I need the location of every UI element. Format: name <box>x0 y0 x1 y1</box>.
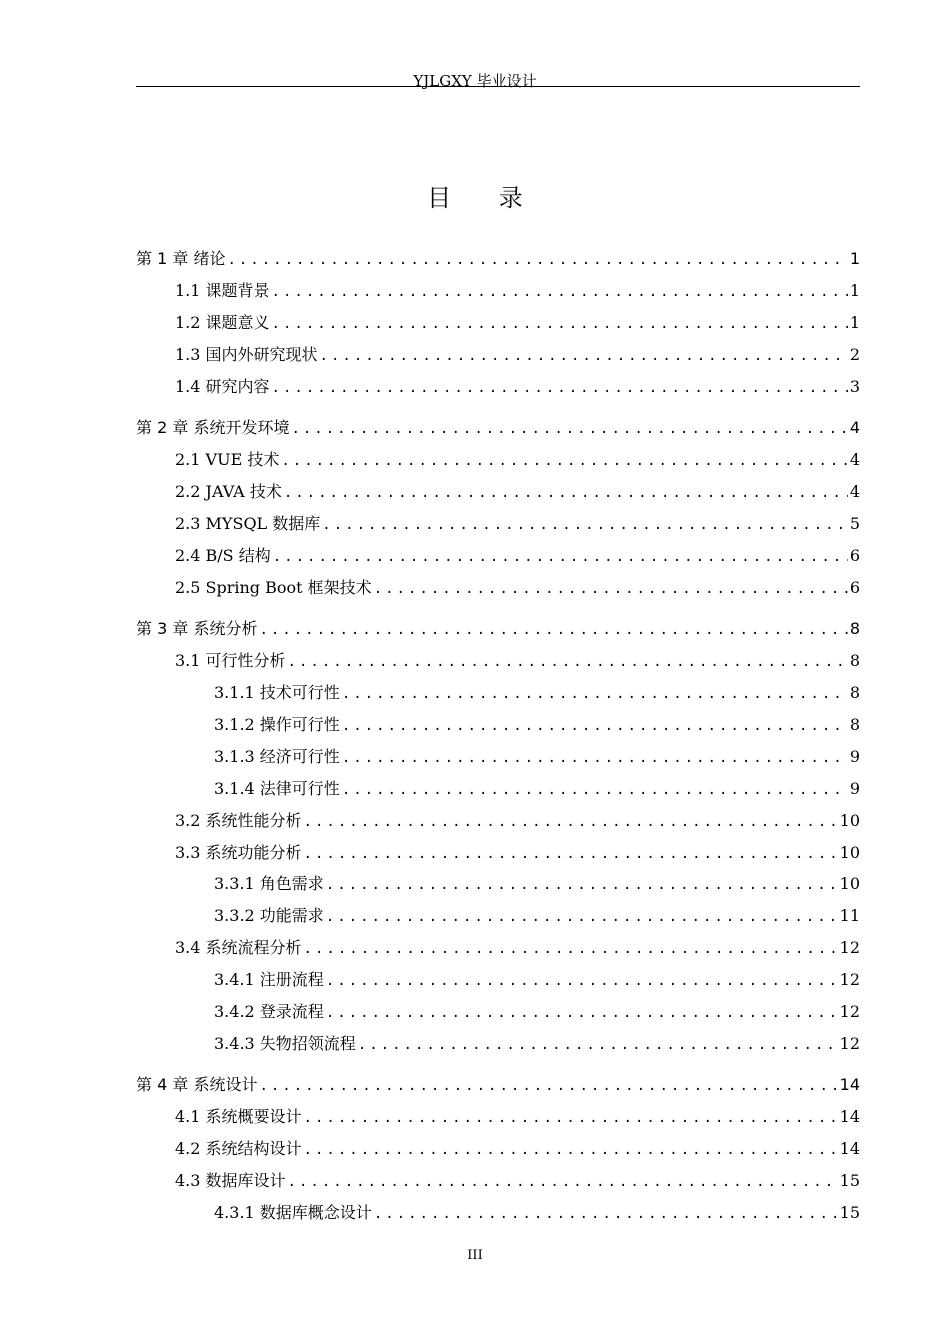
toc-entry-label: 1.2 课题意义 <box>175 313 270 332</box>
toc-section-entry[interactable] <box>136 448 860 472</box>
toc-dot-leader <box>342 746 848 770</box>
toc-dot-leader <box>322 513 848 537</box>
toc-entry-page: 6 <box>849 578 860 597</box>
toc-entry-label: 3.1.4 法律可行性 <box>214 779 340 798</box>
toc-dot-leader <box>342 682 848 706</box>
toc-entry-page: 4 <box>849 482 860 501</box>
toc-entry-page: 8 <box>849 683 860 702</box>
toc-dot-leader <box>304 1106 838 1130</box>
toc-section-entry[interactable] <box>136 1105 860 1129</box>
toc-subsection-entry[interactable] <box>136 777 860 801</box>
toc-entry-label: 2.2 JAVA 技术 <box>175 482 282 501</box>
toc-chapter-entry[interactable] <box>136 1073 860 1097</box>
toc-entry-label: 3.1.3 经济可行性 <box>214 747 340 766</box>
toc-dot-leader <box>304 842 838 866</box>
toc-entry-page: 15 <box>839 1171 860 1190</box>
toc-entry-label: 3.1 可行性分析 <box>175 651 286 670</box>
toc-subsection-entry[interactable] <box>136 1032 860 1056</box>
toc-entry-label: 2.1 VUE 技术 <box>175 450 280 469</box>
toc-section-entry[interactable] <box>136 279 860 303</box>
toc-entry-page: 4 <box>849 418 860 437</box>
toc-entry-page: 8 <box>849 651 860 670</box>
toc-entry-label: 3.4.2 登录流程 <box>214 1002 324 1021</box>
toc-entry-label: 3.4 系统流程分析 <box>175 938 302 957</box>
toc-section-entry[interactable] <box>136 375 860 399</box>
toc-entry-label: 1.4 研究内容 <box>175 377 270 396</box>
toc-section-entry[interactable] <box>136 576 860 600</box>
toc-entry-page: 10 <box>839 874 860 893</box>
toc-dot-leader <box>304 810 838 834</box>
toc-entry-page: 5 <box>849 514 860 533</box>
toc-entry-page: 11 <box>839 906 860 925</box>
toc-subsection-entry[interactable] <box>136 872 860 896</box>
toc-entry-page: 12 <box>839 1034 860 1053</box>
toc-entry-label: 1.3 国内外研究现状 <box>175 345 318 364</box>
toc-subsection-entry[interactable] <box>136 968 860 992</box>
toc-dot-leader <box>272 280 848 304</box>
toc-entry-page: 12 <box>839 1002 860 1021</box>
toc-dot-leader <box>273 545 848 569</box>
toc-entry-page: 8 <box>849 715 860 734</box>
toc-dot-leader <box>272 376 848 400</box>
toc-entry-label: 3.3.1 角色需求 <box>214 874 324 893</box>
toc-dot-leader <box>374 577 848 601</box>
toc-dot-leader <box>291 417 847 441</box>
toc-dot-leader <box>320 344 848 368</box>
toc-entry-label: 3.3.2 功能需求 <box>214 906 324 925</box>
toc-dot-leader <box>358 1033 838 1057</box>
toc-section-entry[interactable] <box>136 841 860 865</box>
toc-entry-label: 3.1.1 技术可行性 <box>214 683 340 702</box>
toc-entry-page: 10 <box>839 811 860 830</box>
toc-entry-page: 14 <box>839 1139 860 1158</box>
toc-section-entry[interactable] <box>136 512 860 536</box>
toc-entry-page: 1 <box>849 249 860 268</box>
toc-dot-leader <box>326 873 838 897</box>
toc-entry-page: 8 <box>849 619 860 638</box>
toc-dot-leader <box>374 1202 838 1226</box>
toc-entry-page: 12 <box>839 938 860 957</box>
toc-dot-leader <box>288 1170 838 1194</box>
toc-entry-label: 3.4.3 失物招领流程 <box>214 1034 356 1053</box>
toc-entry-page: 2 <box>849 345 860 364</box>
toc-entry-page: 10 <box>839 843 860 862</box>
toc-section-entry[interactable] <box>136 311 860 335</box>
header-rule <box>136 86 860 87</box>
toc-subsection-entry[interactable] <box>136 745 860 769</box>
toc-section-entry[interactable] <box>136 480 860 504</box>
toc-dot-leader <box>326 969 838 993</box>
toc-entry-label: 3.4.1 注册流程 <box>214 970 324 989</box>
page-header: YJLGXY 毕业设计 <box>413 72 537 90</box>
toc-entry-page: 9 <box>849 779 860 798</box>
page-number: III <box>467 1248 483 1263</box>
toc-section-entry[interactable] <box>136 649 860 673</box>
toc-chapter-entry[interactable] <box>136 617 860 641</box>
toc-dot-leader <box>281 449 847 473</box>
toc-entry-label: 3.3 系统功能分析 <box>175 843 302 862</box>
toc-subsection-entry[interactable] <box>136 713 860 737</box>
toc-entry-label: 2.3 MYSQL 数据库 <box>175 514 321 533</box>
toc-entry-label: 4.1 系统概要设计 <box>175 1107 302 1126</box>
toc-subsection-entry[interactable] <box>136 1201 860 1225</box>
toc-section-entry[interactable] <box>136 544 860 568</box>
toc-dot-leader <box>326 1001 838 1025</box>
toc-section-entry[interactable] <box>136 1169 860 1193</box>
toc-subsection-entry[interactable] <box>136 904 860 928</box>
toc-dot-leader <box>259 1074 837 1098</box>
toc-entry-label: 第 2 章 系统开发环境 <box>136 418 290 437</box>
toc-entry-page: 9 <box>849 747 860 766</box>
toc-dot-leader <box>342 778 848 802</box>
toc-entry-page: 14 <box>839 1075 860 1094</box>
toc-dot-leader <box>259 618 847 642</box>
toc-chapter-entry[interactable] <box>136 416 860 440</box>
toc-entry-page: 14 <box>839 1107 860 1126</box>
toc-entry-label: 2.5 Spring Boot 框架技术 <box>175 578 372 597</box>
toc-section-entry[interactable] <box>136 936 860 960</box>
toc-entry-page: 6 <box>849 546 860 565</box>
toc-dot-leader <box>342 714 848 738</box>
toc-section-entry[interactable] <box>136 1137 860 1161</box>
toc-entry-label: 3.2 系统性能分析 <box>175 811 302 830</box>
toc-dot-leader <box>288 650 848 674</box>
toc-entry-label: 第 1 章 绪论 <box>136 249 226 268</box>
toc-dot-leader <box>304 937 838 961</box>
toc-dot-leader <box>304 1138 838 1162</box>
toc-entry-page: 4 <box>849 450 860 469</box>
toc-subsection-entry[interactable] <box>136 681 860 705</box>
toc-dot-leader <box>272 312 848 336</box>
toc-entry-label: 4.3.1 数据库概念设计 <box>214 1203 372 1222</box>
toc-entry-label: 4.3 数据库设计 <box>175 1171 286 1190</box>
toc-dot-leader <box>227 248 847 272</box>
toc-title: 目 录 <box>427 184 543 212</box>
toc-dot-leader <box>284 481 848 505</box>
toc-entry-page: 1 <box>849 281 860 300</box>
toc-entry-page: 15 <box>839 1203 860 1222</box>
toc-entry-page: 12 <box>839 970 860 989</box>
toc-entry-label: 2.4 B/S 结构 <box>175 546 271 565</box>
toc-entry-label: 第 4 章 系统设计 <box>136 1075 258 1094</box>
toc-entry-label: 第 3 章 系统分析 <box>136 619 258 638</box>
toc-subsection-entry[interactable] <box>136 1000 860 1024</box>
toc-dot-leader <box>326 905 838 929</box>
toc-entry-page: 3 <box>849 377 860 396</box>
toc-entry-page: 1 <box>849 313 860 332</box>
toc-section-entry[interactable] <box>136 343 860 367</box>
toc-entry-label: 1.1 课题背景 <box>175 281 270 300</box>
toc-section-entry[interactable] <box>136 809 860 833</box>
toc-entry-label: 3.1.2 操作可行性 <box>214 715 340 734</box>
toc-chapter-entry[interactable] <box>136 247 860 271</box>
toc-entry-label: 4.2 系统结构设计 <box>175 1139 302 1158</box>
